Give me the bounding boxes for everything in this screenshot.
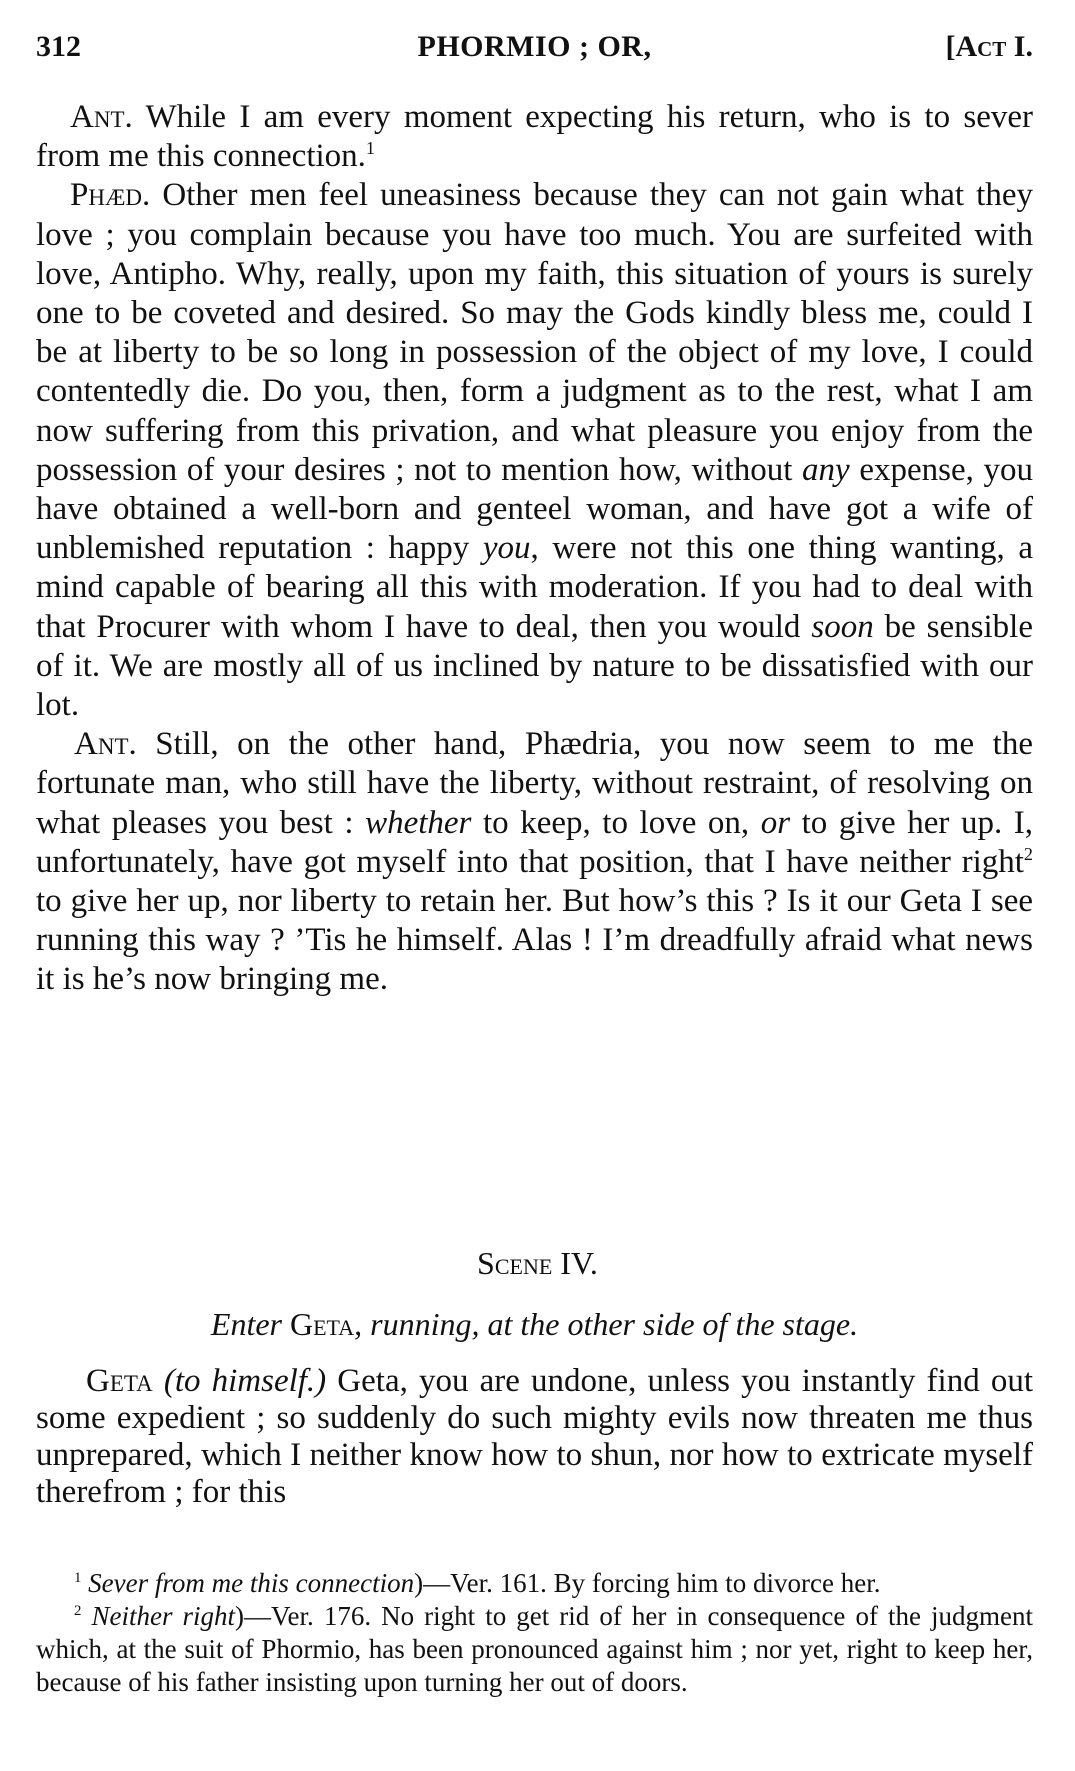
speech-antipho-1 <box>36 98 1033 176</box>
scene-heading: Scene IV. <box>477 1245 598 1281</box>
speech-text: to give her up. I, unfortunately, have got myself into that position, that I have neither right <box>36 804 1033 880</box>
speech-text: expense, you have obtained a well-born and genteel woman, and have got a wife of unblemished reputation : happy <box>36 451 1033 567</box>
aside-direction: (to himself.) <box>163 1363 327 1399</box>
footnote-marker: 2 <box>74 1603 82 1619</box>
footnote-2 <box>36 1600 1033 1699</box>
emphasis: you <box>482 530 531 567</box>
dialogue-body <box>36 98 1033 1000</box>
speech-text: Still, on the other hand, Phædria, you now seem to me the fortunate man, who still have the liberty, without restraint, of resolving on what pleases you best : <box>36 726 1033 841</box>
footnote-ref: 1 <box>365 138 375 159</box>
footnote-ref: 2 <box>1023 843 1033 864</box>
footnote-text: )—Ver. 176. No right to get rid of her in consequence of the judgment which, at the suit of Phormio, has been pronounced against him ; nor yet, right to keep her, because of his father insisting upon turning her out of doors. <box>36 1601 1034 1697</box>
speech-geta-1 <box>36 1363 1033 1511</box>
footnote-ref-text: Sever from me this connection <box>88 1568 415 1598</box>
emphasis: whether <box>365 804 472 841</box>
emphasis: any <box>802 451 850 488</box>
footnote-marker: 1 <box>74 1570 82 1586</box>
geta-speech <box>36 1363 1033 1511</box>
speech-text: While I am every moment expecting his return, who is to sever from me this connection. <box>36 99 1033 175</box>
footnote-text: )—Ver. 161. By forcing him to divorce her. <box>414 1568 881 1598</box>
running-title: PHORMIO ; OR, <box>417 30 652 63</box>
footnote-1 <box>36 1567 1033 1600</box>
speaker-label: Geta <box>86 1363 153 1399</box>
footnote-ref-text: Neither right <box>91 1601 236 1631</box>
speech-text: to keep, to love on, <box>471 804 761 841</box>
speech-text: be sensible of it. We are mostly all of us inclined by nature to be dissatisfied with our lot. <box>36 608 1034 724</box>
stage-direction <box>36 1306 1033 1343</box>
speaker-label: Phæd. <box>70 177 151 214</box>
emphasis: or <box>760 804 791 841</box>
speech-text: to give her up, nor liberty to retain her. But how’s this ? Is it our Geta I see running this way ? ’Tis he himself. Alas ! I’m dreadfully afraid what news it is he’s now bringing me. <box>36 883 1033 998</box>
character-name: Geta <box>290 1306 355 1342</box>
speech-text: Geta, you are undone, unless you instantly find out some expedient ; so suddenly do such mighty evils now threaten me thus unprepared, which I neither know how to shun, nor how to extricate myself therefrom ; for this <box>36 1363 1034 1510</box>
stage-text: , running, at the other side of the stage. <box>354 1306 859 1342</box>
speaker-label: Ant. <box>70 99 133 135</box>
emphasis: soon <box>811 608 874 645</box>
speech-text: Other men feel uneasiness because they can not gain what they love ; you complain because you have too much. You are surfeited with love, Antipho. Why, really, upon my faith, this situation of yours is surely one to be coveted and desired. So may the Gods kindly bless me, could I be at liberty to be so long in possession of the object of my love, I could contentedly die. Do you, then, form a judgment as to the rest, what I am now suffering from this privation, and what pleasure you enjoy from the possession of your desires ; not to mention how, without <box>36 177 1033 488</box>
act-label: [Act I. <box>945 30 1033 63</box>
speech-text: , were not this one thing wanting, a mind capable of bearing all this with moderation. If you had to deal with that Procurer with whom I have to deal, then you would <box>36 530 1033 645</box>
page-number: 312 <box>36 30 81 63</box>
speech-phaedria-1 <box>36 176 1033 725</box>
running-header <box>36 30 1033 70</box>
speaker-label: Ant. <box>74 726 137 763</box>
footnotes <box>36 1567 1033 1699</box>
stage-text: Enter <box>210 1306 290 1342</box>
speech-antipho-2 <box>36 725 1033 999</box>
